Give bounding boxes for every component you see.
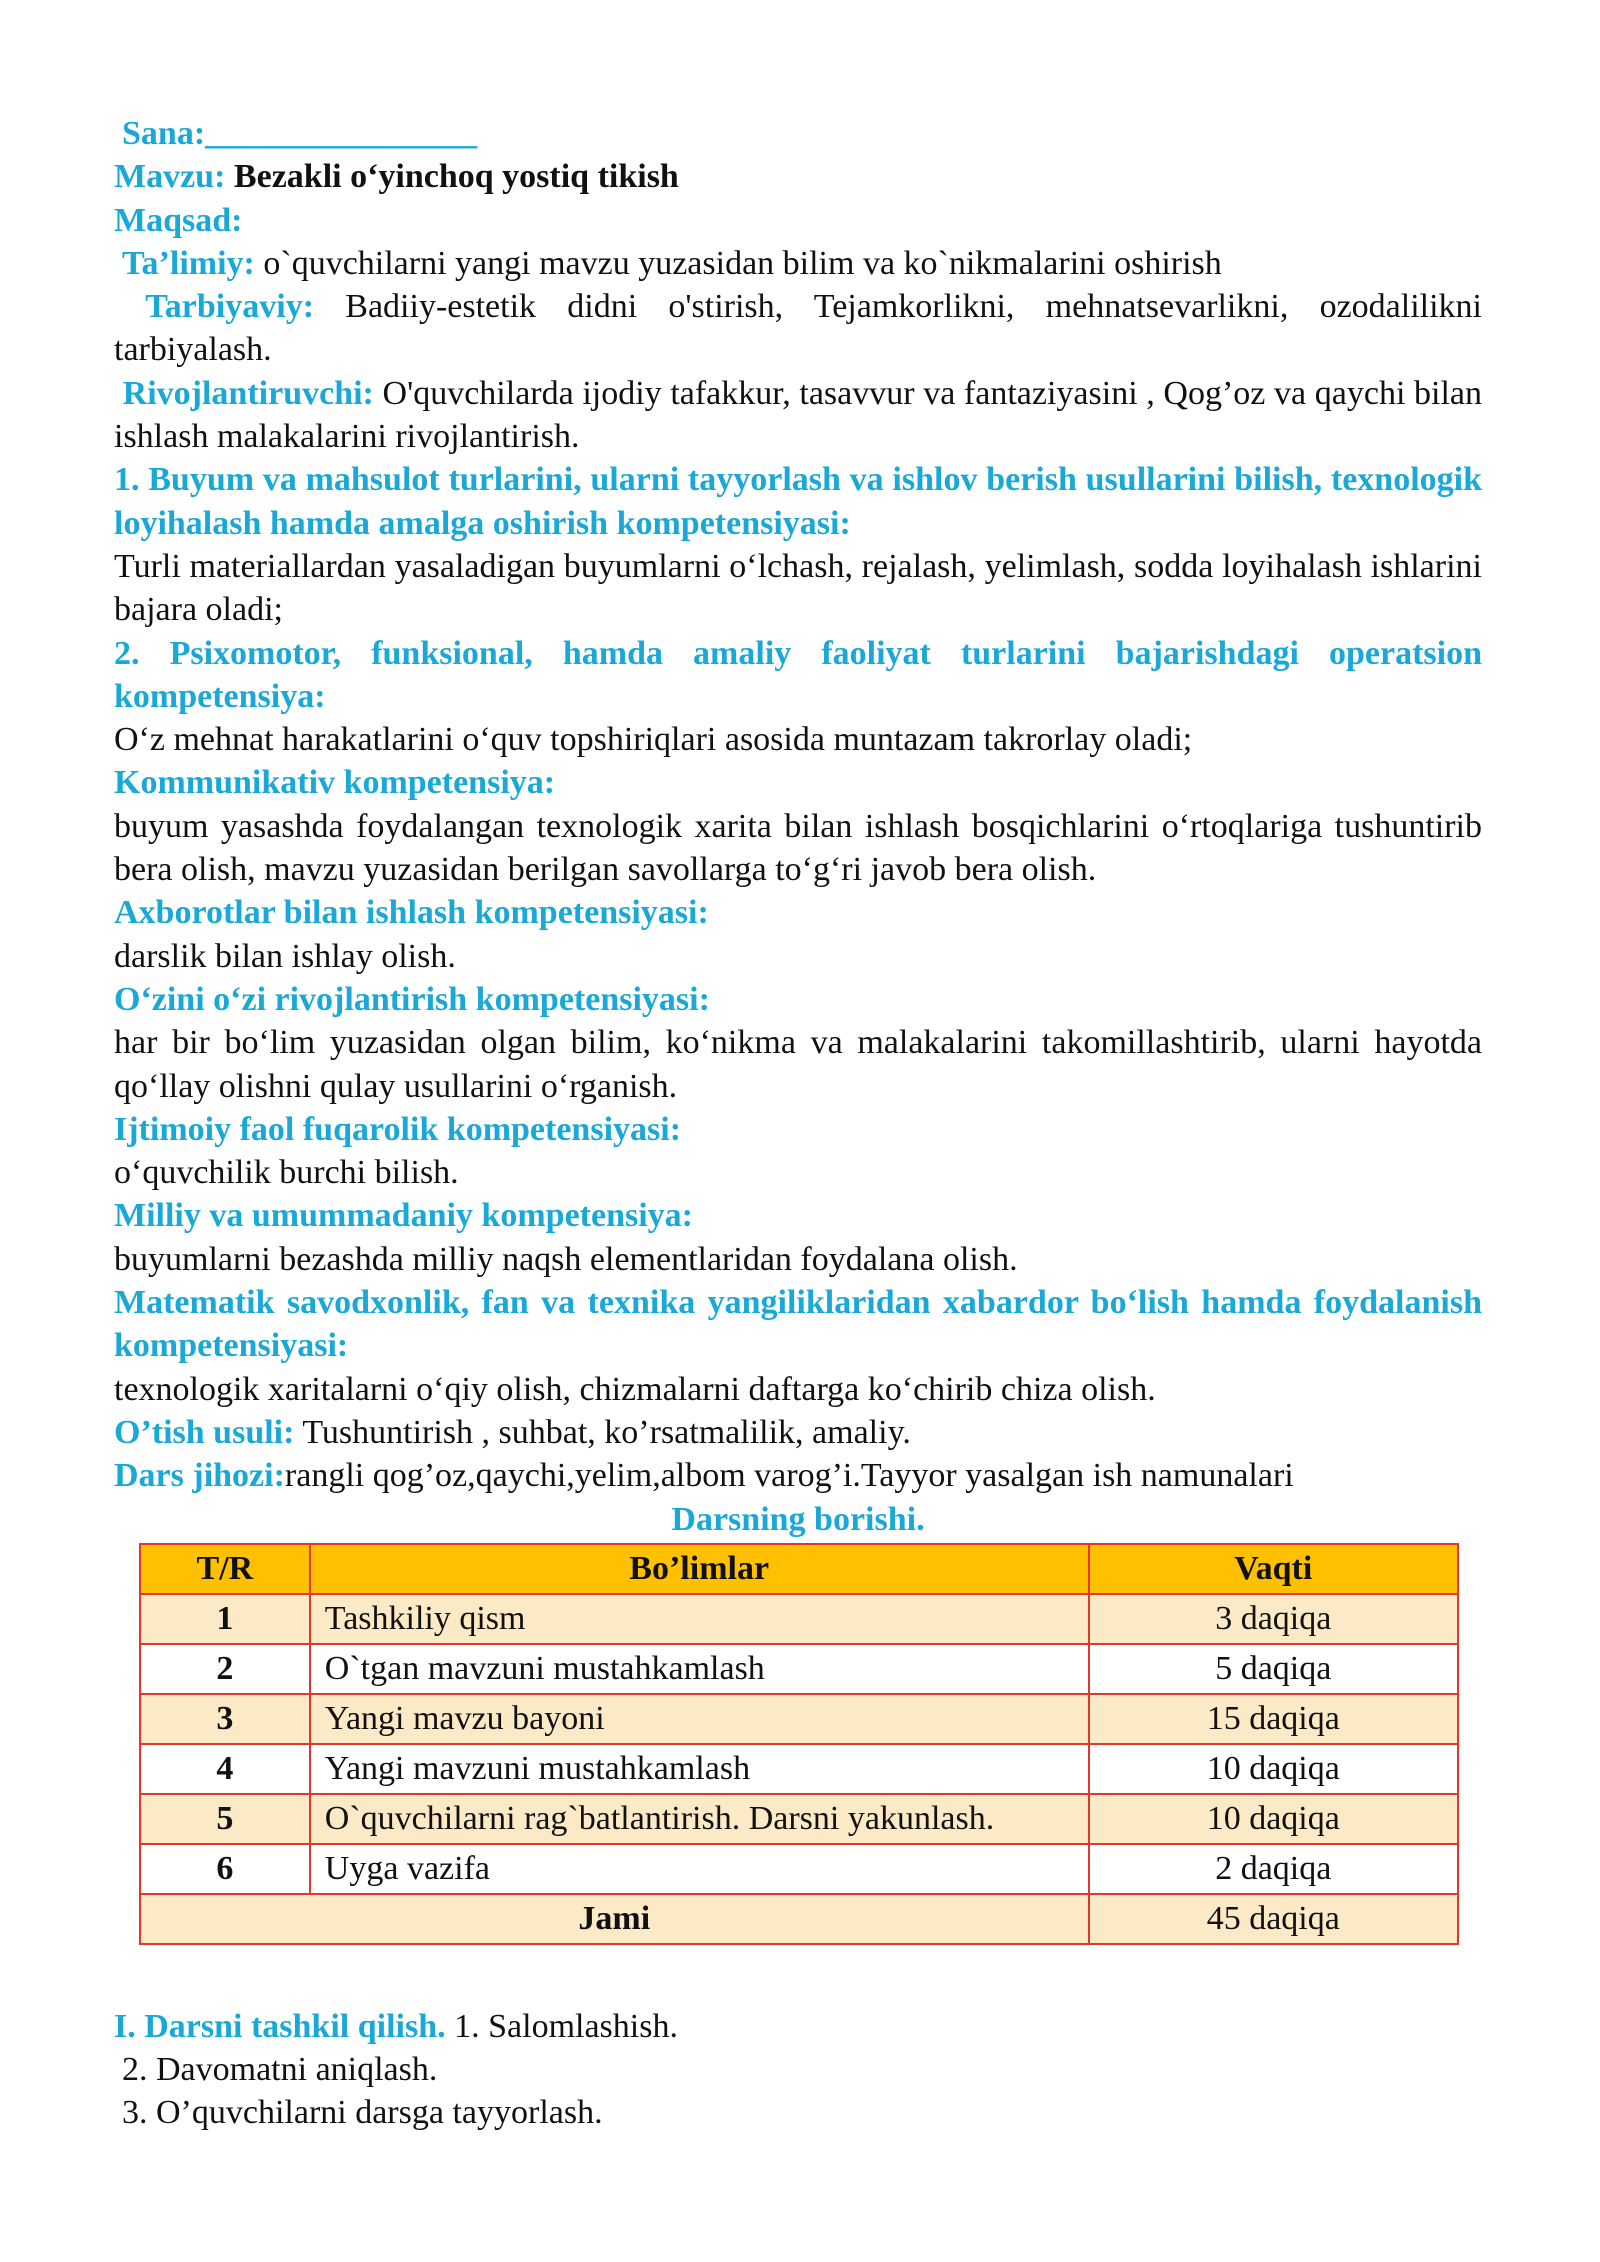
goal-educational: [114, 242, 1482, 285]
row-section: Uyga vazifa: [310, 1844, 1089, 1894]
table-row: [140, 1744, 1458, 1794]
date-blank: ________________: [205, 115, 478, 152]
row-section: Tashkiliy qism: [310, 1594, 1089, 1644]
goal-upbringing: [114, 285, 1482, 372]
equipment-label: Dars jihozi:: [114, 1457, 285, 1495]
total-label: Jami: [140, 1894, 1089, 1944]
competency-1-text: Turli materiallardan yasaladigan buyumlarni o‘lchash, rejalash, yelimlash, sodda loyihalash ishlarini bajara oladi;: [114, 547, 1482, 629]
competency-2-text: O‘z mehnat harakatlarini o‘quv topshiriqlari asosida muntazam takrorlay oladi;: [114, 721, 1193, 759]
table-row: [140, 1644, 1458, 1694]
competency-5-text: har bir bo‘lim yuzasidan olgan bilim, ko‘nikma va malakalarini takomillashtirib, ularni hayotda qo‘llay olishni qulay usullarini o‘rganish.: [114, 1024, 1482, 1105]
lesson-heading: Darsning borishi.: [671, 1500, 925, 1538]
competency-6-text: o‘quvchilik burchi bilish.: [114, 1154, 459, 1192]
goal-upbringing-text: Badiiy-estetik didni o'stirish, Tejamkorlikni, mehnatsevarlikni, ozodalilikni tarbiyalash.: [114, 288, 1482, 369]
table-row: [140, 1594, 1458, 1644]
goal-heading: [114, 199, 1482, 242]
header-time: Vaqti: [1089, 1544, 1458, 1594]
organization-section: [114, 2005, 1482, 2135]
organization-label: I. Darsni tashkil qilish.: [114, 2007, 446, 2045]
date-label: Sana:: [122, 115, 206, 152]
table-header-row: [140, 1544, 1458, 1594]
competency-5-title: O‘zini o‘zi rivojlantirish kompetensiyasi:: [114, 980, 710, 1018]
goal-developmental-text: O'quvchilarda ijodiy tafakkur, tasavvur va fantaziyasini , Qog’oz va qaychi bilan ishlash malakalarini rivojlantirish.: [114, 374, 1483, 456]
lesson-schedule-table: [139, 1543, 1459, 1945]
row-time: 10 daqiqa: [1089, 1744, 1458, 1794]
row-number: 6: [140, 1844, 310, 1894]
organization-line: [114, 2005, 1482, 2048]
topic-line: [114, 155, 1482, 198]
row-section: Yangi mavzu bayoni: [310, 1694, 1089, 1744]
header-number: T/R: [140, 1544, 310, 1594]
organization-step-1: 1. Salomlashish.: [454, 2007, 678, 2045]
organization-step-2: 2. Davomatni aniqlash.: [122, 2051, 438, 2089]
goal-educational-text: o`quvchilarni yangi mavzu yuzasidan bilim va ko`nikmalarini oshirish: [263, 244, 1222, 282]
row-time: 10 daqiqa: [1089, 1794, 1458, 1844]
equipment-line: [114, 1454, 1482, 1497]
row-time: 2 daqiqa: [1089, 1844, 1458, 1894]
competency-3-title: Kommunikativ kompetensiya:: [114, 764, 556, 802]
goal-label: Maqsad:: [114, 201, 243, 239]
row-number: 5: [140, 1794, 310, 1844]
method-line: [114, 1411, 1482, 1454]
date-line: [114, 112, 1482, 155]
competency-8-title: Matematik savodxonlik, fan va texnika yangiliklaridan xabardor bo‘lish hamda foydalanish kompetensiyasi:: [114, 1284, 1482, 1365]
competency-1-title: 1. Buyum va mahsulot turlarini, ularni tayyorlash va ishlov berish usullarini bilish, texnologik loyihalash hamda amalga oshirish kompetensiyasi:: [114, 461, 1482, 542]
row-time: 15 daqiqa: [1089, 1694, 1458, 1744]
table-total-row: [140, 1894, 1458, 1944]
table-row: [140, 1794, 1458, 1844]
organization-step-3: 3. O’quvchilarni darsga tayyorlash.: [122, 2094, 603, 2132]
competency-2-title: 2. Psixomotor, funksional, hamda amaliy faoliyat turlarini bajarishdagi operatsion kompetensiya:: [114, 634, 1482, 715]
competency-6-title: Ijtimoiy faol fuqarolik kompetensiyasi:: [114, 1110, 682, 1148]
goal-developmental: [114, 372, 1482, 459]
table-row: [140, 1844, 1458, 1894]
competency-8-text: texnologik xaritalarni o‘qiy olish, chizmalarni daftarga ko‘chirib chiza olish.: [114, 1370, 1156, 1408]
competency-3-text: buyum yasashda foydalangan texnologik xarita bilan ishlash bosqichlarini o‘rtoqlariga tushuntirib bera olish, mavzu yuzasidan berilgan savollarga to‘g‘ri javob bera olish.: [114, 807, 1482, 889]
method-label: O’tish usuli:: [114, 1413, 295, 1451]
competency-4-title: Axborotlar bilan ishlash kompetensiyasi:: [114, 894, 709, 932]
header-sections: Bo’limlar: [310, 1544, 1089, 1594]
row-section: O`tgan mavzuni mustahkamlash: [310, 1644, 1089, 1694]
goal-upbringing-label: Tarbiyaviy:: [145, 288, 315, 326]
row-number: 2: [140, 1644, 310, 1694]
topic-label: Mavzu:: [114, 158, 226, 196]
goal-educational-label: Ta’limiy:: [122, 244, 255, 282]
goal-developmental-label: Rivojlantiruvchi:: [122, 374, 374, 412]
method-text: Tushuntirish , suhbat, ko’rsatmalilik, amaliy.: [302, 1413, 911, 1451]
row-time: 3 daqiqa: [1089, 1594, 1458, 1644]
table-row: [140, 1694, 1458, 1744]
row-section: O`quvchilarni rag`batlantirish. Darsni yakunlash.: [310, 1794, 1089, 1844]
row-time: 5 daqiqa: [1089, 1644, 1458, 1694]
row-number: 4: [140, 1744, 310, 1794]
equipment-text: rangli qog’oz,qaychi,yelim,albom varog’i.Tayyor yasalgan ish namunalari: [284, 1457, 1294, 1495]
competency-7-title: Milliy va umummadaniy kompetensiya:: [114, 1197, 693, 1235]
row-number: 3: [140, 1694, 310, 1744]
row-section: Yangi mavzuni mustahkamlash: [310, 1744, 1089, 1794]
topic-value: Bezakli o‘yinchoq yostiq tikish: [233, 158, 679, 196]
competency-7-text: buyumlarni bezashda milliy naqsh elementlaridan foydalana olish.: [114, 1240, 1018, 1278]
competency-4-text: darslik bilan ishlay olish.: [114, 937, 456, 975]
total-time: 45 daqiqa: [1089, 1894, 1458, 1944]
row-number: 1: [140, 1594, 310, 1644]
